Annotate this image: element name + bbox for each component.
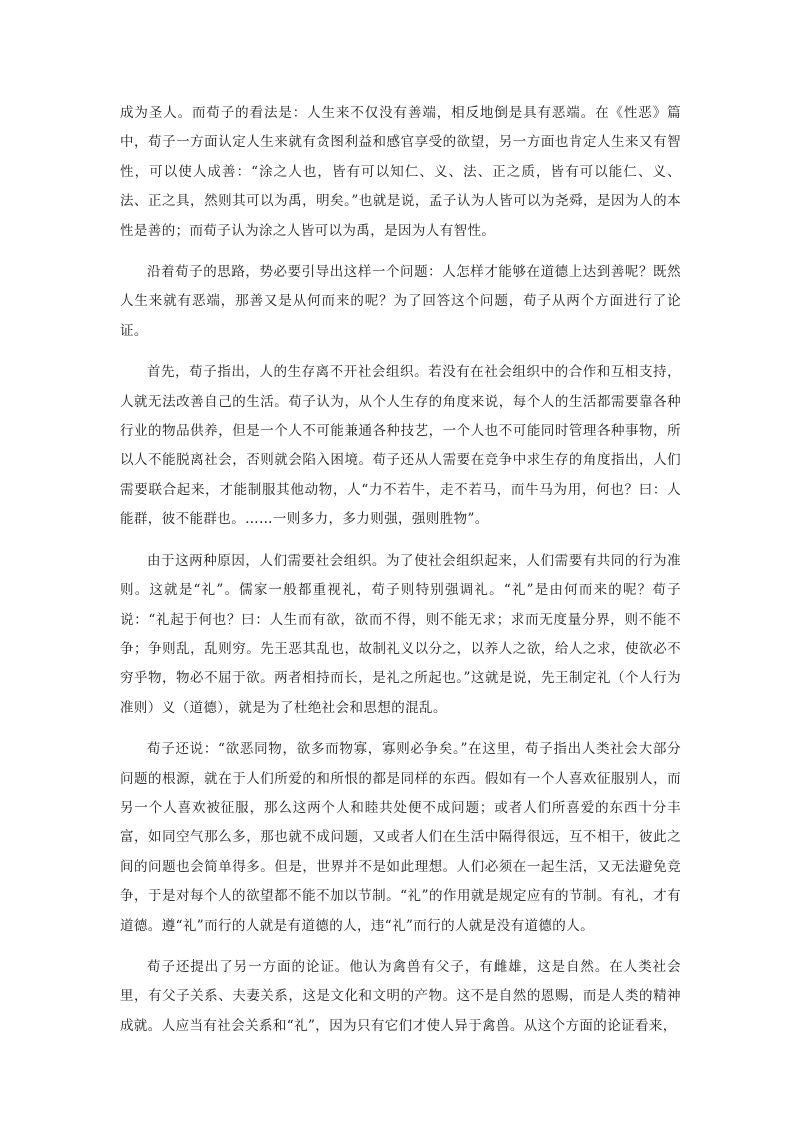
paragraph-3: 首先，荀子指出，人的生存离不开社会组织。若没有在社会组织中的合作和互相支持，人就无法改善自己的生活。荀子认为，从个人生存的角度来说，每个人的生活都需要靠各种行业的物品供养，但是一个人不可能兼通各种技艺，一个人也不可能同时管理各种事物，所以人不能脱离社会，否则就会陷入困境。荀子还从人需要在竞争中求生存的角度指出，人们需要联合起来，才能制服其他动物，人“力不若牛，走不若马，而牛马为用，何也？曰：人能群，彼不能群也。……一则多力，多力则强，强则胜物”。: [120, 364, 681, 528]
paragraph-1: 成为圣人。而荀子的看法是：人生来不仅没有善端，相反地倒是具有恶端。在《性恶》篇中，荀子一方面认定人生来就有贪图利益和感官享受的欲望，另一方面也肯定人生来又有智性，可以使人成善：“涂之人也，皆有可以知仁、义、法、正之质，皆有可以能仁、义、法、正之具，然则其可以为禹，明矣。”也就是说，孟子认为人皆可以为尧舜，是因为人的本性是善的；而荀子认为涂之人皆可以为禹，是因为人有智性。: [120, 105, 681, 239]
paragraph-4: 由于这两种原因，人们需要社会组织。为了使社会组织起来，人们需要有共同的行为准则。这就是“礼”。儒家一般都重视礼，荀子则特别强调礼。“礼”是由何而来的呢？荀子说：“礼起于何也？曰：人生而有欲，欲而不得，则不能无求；求而无度量分界，则不能不争；争则乱，乱则穷。先王恶其乱也，故制礼义以分之，以养人之欲，给人之求，使欲必不穷乎物，物必不屈于欲。两者相持而长，是礼之所起也。”这就是说，先王制定礼（个人行为准则）义（道德），就是为了杜绝社会和思想的混乱。: [120, 552, 681, 716]
paragraph-2: 沿着荀子的思路，势必要引导出这样一个问题：人怎样才能够在道德上达到善呢？既然人生来就有恶端，那善又是从何而来的呢？为了回答这个问题，荀子从两个方面进行了论证。: [120, 264, 681, 339]
paragraph-5: 荀子还说：“欲恶同物，欲多而物寡，寡则必争矣。”在这里，荀子指出人类社会大部分问题的根源，就在于人们所爱的和所恨的都是同样的东西。假如有一个人喜欢征服别人，而另一个人喜欢被征服，那么这两个人和睦共处便不成问题；或者人们所喜爱的东西十分丰富，如同空气那么多，那也就不成问题，又或者人们在生活中隔得很远，互不相干，彼此之间的问题也会简单得多。但是，世界并不是如此理想。人们必须在一起生活，又无法避免竞争，于是对每个人的欲望都不能不加以节制。“礼”的作用就是规定应有的节制。有礼，才有道德。遵“礼”而行的人就是有道德的人，违“礼”而行的人就是没有道德的人。: [120, 741, 681, 934]
text-column: [120, 99, 681, 1053]
paragraph-6: 荀子还提出了另一方面的论证。他认为禽兽有父子，有雌雄，这是自然。在人类社会里，有父子关系、夫妻关系，这是文化和文明的产物。这不是自然的恩赐，而是人类的精神成就。人应当有社会关系和“礼”，因为只有它们才使人异于禽兽。从这个方面的论证看来，: [120, 958, 681, 1034]
